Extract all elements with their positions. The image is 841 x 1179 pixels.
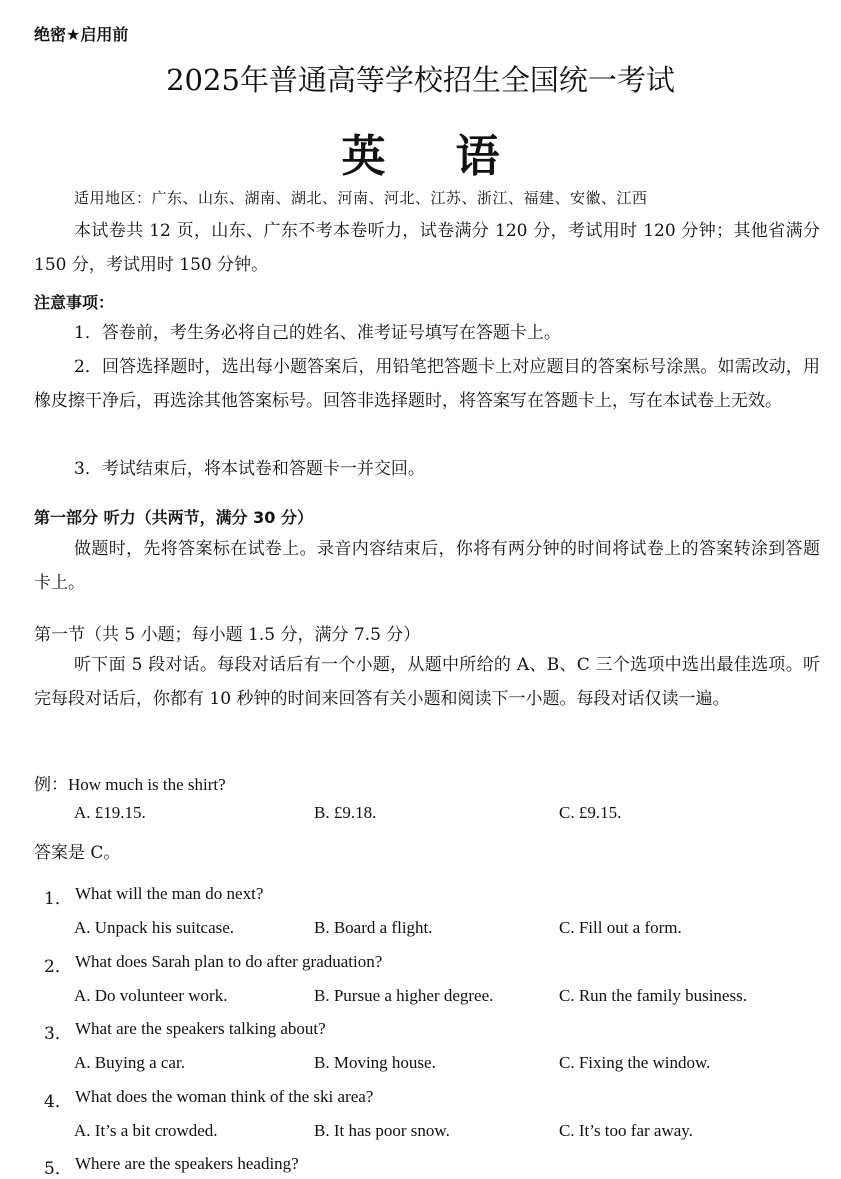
question-text: What are the speakers talking about? (75, 1019, 326, 1038)
section1-instruction: 听下面 5 段对话。每段对话后有一个小题，从题中所给的 A、B、C 三个选项中选出最佳选项。听完每段对话后，你都有 10 秒钟的时间来回答有关小题和阅读下一小题。每段对话仅读一遍。 (34, 655, 820, 709)
question-number: 3． (44, 1024, 72, 1044)
option-b: B. Moving house. (314, 1053, 436, 1072)
option-b: B. It has poor snow. (314, 1121, 450, 1140)
question-text: Where are the speakers heading? (75, 1154, 299, 1173)
option-a: A. Buying a car. (74, 1053, 185, 1072)
notice-item-2: 2．回答选择题时，选出每小题答案后，用铅笔把答题卡上对应题目的答案标号涂黑。如需改动，用橡皮擦干净后，再选涂其他答案标号。回答非选择题时，将答案写在答题卡上，写在本试卷上无效。 (34, 357, 820, 411)
example-option-b: B. £9.18. (314, 803, 377, 822)
option-c: C. It’s too far away. (559, 1121, 693, 1140)
part1-heading: 第一部分 听力（共两节，满分 30 分） (34, 508, 313, 527)
subject-char-1: 英 (341, 131, 386, 182)
question-text: What does Sarah plan to do after graduation? (75, 952, 383, 971)
option-c: C. Fixing the window. (559, 1053, 711, 1072)
notice-heading: 注意事项： (34, 293, 115, 312)
notice-item-3: 3．考试结束后，将本试卷和答题卡一并交回。 (74, 459, 425, 479)
question-number: 5． (44, 1159, 72, 1179)
option-c: C. Fill out a form. (559, 918, 682, 937)
notice-item-1: 1．答卷前，考生务必将自己的姓名、准考证号填写在答题卡上。 (74, 323, 561, 343)
option-a: A. Do volunteer work. (74, 986, 228, 1005)
part1-instruction: 做题时，先将答案标在试卷上。录音内容结束后，你将有两分钟的时间将试卷上的答案转涂到答题卡上。 (34, 539, 820, 593)
question-text: What will the man do next? (75, 884, 264, 903)
section1-heading: 第一节（共 5 小题；每小题 1.5 分，满分 7.5 分） (34, 625, 421, 645)
exam-title: 2025年普通高等学校招生全国统一考试 (166, 63, 675, 97)
option-b: B. Board a flight. (314, 918, 433, 937)
intro-paragraph: 本试卷共 12 页，山东、广东不考本卷听力，试卷满分 120 分，考试用时 120 分钟；其他省满分 150 分，考试用时 150 分钟。 (34, 221, 820, 275)
example-question (34, 770, 226, 795)
option-a: A. It’s a bit crowded. (74, 1121, 218, 1140)
example-option-a: A. £19.15. (74, 803, 146, 822)
option-b: B. Pursue a higher degree. (314, 986, 494, 1005)
example-answer: 答案是 C。 (34, 843, 121, 863)
question-number: 2． (44, 957, 72, 977)
option-c: C. Run the family business. (559, 986, 747, 1005)
subject-char-2: 语 (455, 131, 500, 182)
example-question-text: How much is the shirt? (68, 775, 226, 794)
option-a: A. Unpack his suitcase. (74, 918, 235, 937)
subject-title (0, 120, 841, 184)
applicable-regions: 适用地区：广东、山东、湖南、湖北、河南、河北、江苏、浙江、福建、安徽、江西 (74, 189, 648, 207)
confidential-label: 绝密★启用前 (34, 25, 129, 44)
example-option-c: C. £9.15. (559, 803, 622, 822)
question-number: 4． (44, 1092, 72, 1112)
question-text: What does the woman think of the ski area? (75, 1087, 374, 1106)
question-number: 1． (44, 889, 72, 909)
example-prefix: 例： (34, 775, 68, 794)
